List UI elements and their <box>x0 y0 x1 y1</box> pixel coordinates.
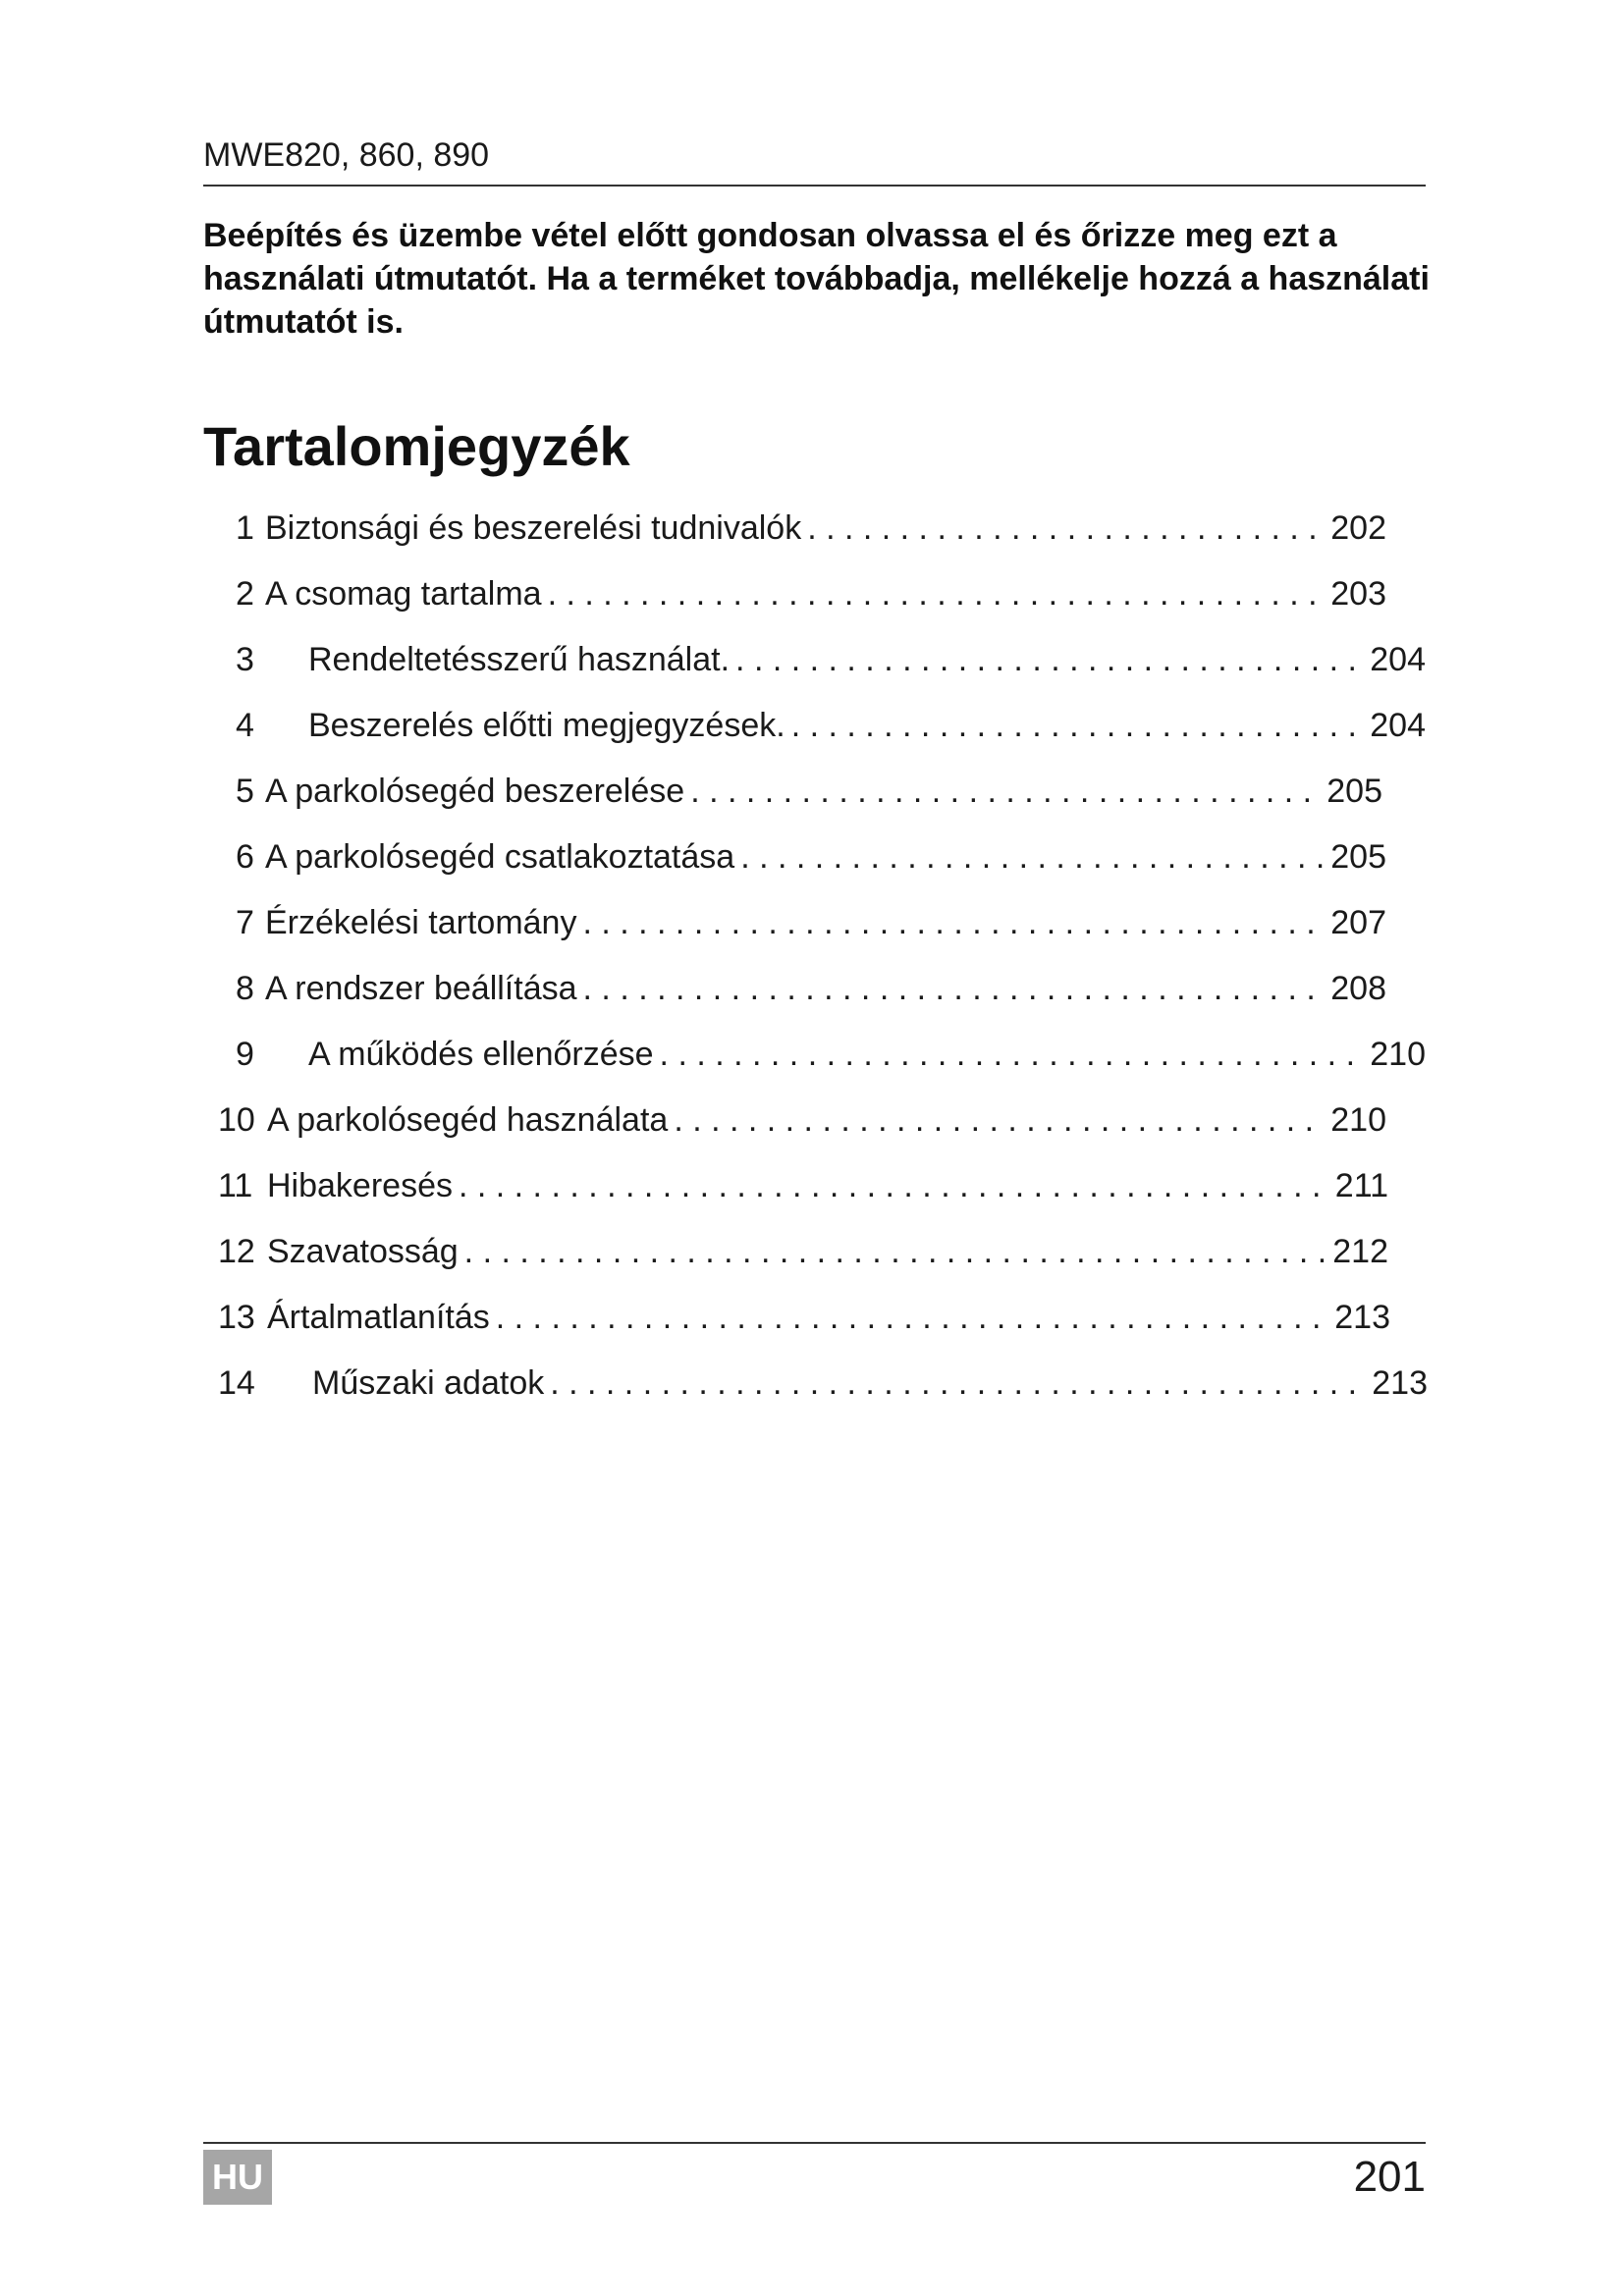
toc-entry-number: 12 <box>218 1233 255 1270</box>
toc-entry[interactable] <box>236 1029 1426 1080</box>
toc-entry-page: 204 <box>1370 707 1426 744</box>
toc-entry-leader <box>735 634 1364 685</box>
toc-entry-page: 210 <box>1330 1101 1386 1139</box>
toc-entry-leader <box>690 766 1321 817</box>
page-number: 201 <box>1353 2153 1426 2201</box>
document-model-title: MWE820, 860, 890 <box>203 136 490 174</box>
toc-entry-label: Ártalmatlanítás <box>267 1299 490 1336</box>
toc-entry-label: Biztonsági és beszerelési tudnivalók <box>265 509 802 547</box>
toc-entry-page: 207 <box>1330 904 1386 941</box>
toc-entry-number: 14 <box>218 1364 255 1402</box>
toc-entry-label: A parkolósegéd beszerelése <box>265 773 685 810</box>
toc-entry-page: 211 <box>1334 1167 1388 1204</box>
toc-entry-label: Rendeltetésszerű használat. <box>308 641 731 678</box>
toc-entry[interactable] <box>236 963 1386 1014</box>
toc-entry-leader <box>496 1292 1329 1343</box>
toc-entry[interactable] <box>218 1160 1388 1211</box>
toc-entry-number: 2 <box>236 575 254 613</box>
toc-entry-page: 203 <box>1330 575 1386 613</box>
toc-entry[interactable] <box>236 897 1386 948</box>
toc-entry-page: 213 <box>1334 1299 1390 1336</box>
toc-entry-page: 205 <box>1330 838 1386 876</box>
toc-entry[interactable] <box>218 1095 1386 1146</box>
toc-entry-leader <box>674 1095 1325 1146</box>
toc-entry-number: 3 <box>236 641 254 678</box>
toc-entry-number: 1 <box>236 509 254 547</box>
toc-entry-page: 202 <box>1330 509 1386 547</box>
toc-entry-number: 11 <box>218 1167 253 1204</box>
toc-entry-leader <box>548 568 1326 619</box>
toc-entry-label: A csomag tartalma <box>265 575 542 613</box>
toc-entry[interactable] <box>236 831 1386 882</box>
toc-entry[interactable] <box>236 766 1382 817</box>
toc-entry-page: 213 <box>1372 1364 1428 1402</box>
toc-entry-page: 205 <box>1326 773 1382 810</box>
footer-divider <box>203 2142 1426 2144</box>
toc-entry[interactable] <box>236 568 1386 619</box>
intro-notice: Beépítés és üzembe vétel előtt gondosan olvassa el és őrizze meg ezt a használati útmutatót. Ha a terméket továbbadja, mellékelje hozzá a használati útmutatót is. <box>203 217 1430 341</box>
toc-entry-leader <box>583 963 1326 1014</box>
toc-entry-label: A működés ellenőrzése <box>308 1036 654 1073</box>
toc-entry-number: 6 <box>236 838 254 876</box>
toc-entry-number: 4 <box>236 707 254 744</box>
toc-title: Tartalomjegyzék <box>203 415 630 477</box>
toc-entry-label: Beszerelés előtti megjegyzések. <box>308 707 785 744</box>
toc-entry[interactable] <box>236 634 1426 685</box>
language-badge: HU <box>203 2150 272 2205</box>
toc-entry-label: Műszaki adatok <box>312 1364 545 1402</box>
toc-entry-leader <box>582 897 1325 948</box>
toc-entry-leader <box>807 503 1325 554</box>
toc-entry-leader <box>464 1226 1327 1277</box>
toc-entry-page: 204 <box>1370 641 1426 678</box>
toc-entry-leader <box>791 700 1365 751</box>
toc-entry-number: 10 <box>218 1101 255 1139</box>
toc-entry-number: 8 <box>236 970 254 1007</box>
toc-entry-leader <box>740 831 1325 882</box>
toc-entry-page: 208 <box>1330 970 1386 1007</box>
toc-entry[interactable] <box>236 700 1426 751</box>
toc-entry[interactable] <box>218 1292 1390 1343</box>
toc-entry-page: 212 <box>1332 1233 1388 1270</box>
toc-entry-label: A parkolósegéd csatlakoztatása <box>265 838 735 876</box>
toc-entry-label: Hibakeresés <box>267 1167 453 1204</box>
toc-entry-number: 5 <box>236 773 254 810</box>
toc-entry-number: 7 <box>236 904 254 941</box>
toc-entry-label: A rendszer beállítása <box>265 970 577 1007</box>
toc-entry[interactable] <box>236 503 1386 554</box>
toc-entry-number: 9 <box>236 1036 254 1073</box>
toc-entry-leader <box>459 1160 1329 1211</box>
toc-entry-label: A parkolósegéd használata <box>267 1101 669 1139</box>
toc-entry-page: 210 <box>1370 1036 1426 1073</box>
toc-entry-leader <box>550 1358 1366 1409</box>
toc-entry-label: Érzékelési tartomány <box>265 904 577 941</box>
toc-entry[interactable] <box>218 1226 1388 1277</box>
toc-entry-number: 13 <box>218 1299 255 1336</box>
toc-entry[interactable] <box>218 1358 1428 1409</box>
toc-entry-leader <box>660 1029 1365 1080</box>
toc-entry-label: Szavatosság <box>267 1233 459 1270</box>
